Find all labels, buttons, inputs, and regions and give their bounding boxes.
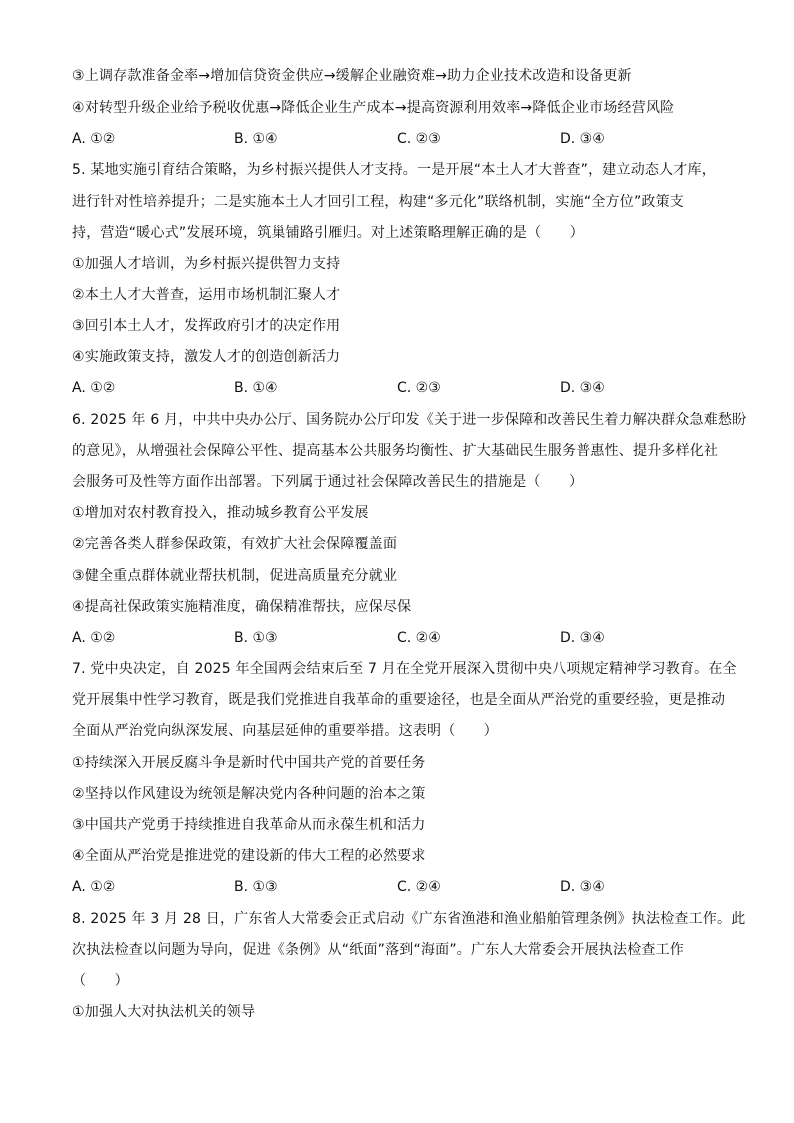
q5-stem-line-2: 进行针对性培养提升；二是实施本土人才回引工程，构建“多元化”联络机制，实施“全方位”政策支 [72, 194, 685, 210]
q4-statement-3: ③上调存款准备金率→增加信贷资金供应→缓解企业融资难→助力企业技术改造和设备更新 [72, 68, 632, 84]
q4-option-b[interactable]: B. ①④ [234, 131, 278, 147]
q5-options [72, 378, 722, 398]
q7-statement-2: ②坚持以作风建设为统领是解决党内各种问题的治本之策 [72, 786, 426, 802]
q7-option-a[interactable]: A. ①② [72, 879, 116, 895]
q4-statement-4: ④对转型升级企业给予税收优惠→降低企业生产成本→提高资源利用效率→降低企业市场经营风险 [72, 100, 675, 116]
q6-stem-line-3: 会服务可及性等方面作出部署。下列属于通过社会保障改善民生的措施是（ ） [72, 474, 584, 490]
q5-option-d[interactable]: D. ③④ [560, 380, 605, 396]
q6-statement-1: ①增加对农村教育投入，推动城乡教育公平发展 [72, 505, 369, 521]
q7-stem-line-1: 7. 党中央决定，自 2025 年全国两会结束后至 7 月在全党开展深入贯彻中央八项规定精神学习教育。在全 [72, 661, 737, 677]
q4-options [72, 129, 722, 149]
q5-stem-line-1: 5. 某地实施引育结合策略，为乡村振兴提供人才支持。一是开展“本土人才大普查”，建立动态人才库， [72, 162, 716, 178]
q6-statement-3: ③健全重点群体就业帮扶机制，促进高质量充分就业 [72, 568, 398, 584]
q7-statement-4: ④全面从严治党是推进党的建设新的伟大工程的必然要求 [72, 848, 426, 864]
q4-option-c[interactable]: C. ②③ [397, 131, 441, 147]
q5-statement-3: ③回引本土人才，发挥政府引才的决定作用 [72, 318, 341, 334]
q5-statement-2: ②本土人才大普查，运用市场机制汇聚人才 [72, 287, 341, 303]
q7-statement-1: ①持续深入开展反腐斗争是新时代中国共产党的首要任务 [72, 755, 426, 771]
q4-option-d[interactable]: D. ③④ [560, 131, 605, 147]
q8-statement-1: ①加强人大对执法机关的领导 [72, 1004, 256, 1020]
q8-stem-line-1: 8. 2025 年 3 月 28 日，广东省人大常委会正式启动《广东省渔港和渔业船舶管理条例》执法检查工作。此 [72, 911, 746, 927]
q7-option-b[interactable]: B. ①③ [234, 879, 278, 895]
q7-option-c[interactable]: C. ②④ [397, 879, 441, 895]
q5-option-b[interactable]: B. ①④ [234, 380, 278, 396]
q7-stem-line-2: 党开展集中性学习教育，既是我们党推进自我革命的重要途径，也是全面从严治党的重要经验，更是推动 [72, 692, 726, 708]
q8-stem-line-2: 次执法检查以问题为导向，促进《条例》从“纸面”落到“海面”。广东人大常委会开展执法检查工作 [72, 942, 685, 958]
q6-options [72, 628, 722, 648]
q5-statement-1: ①加强人才培训，为乡村振兴提供智力支持 [72, 256, 341, 272]
q6-stem-line-1: 6. 2025 年 6 月，中共中央办公厅、国务院办公厅印发《关于进一步保障和改善民生着力解决群众急难愁盼 [72, 412, 747, 428]
q7-option-d[interactable]: D. ③④ [560, 879, 605, 895]
q7-stem-line-3: 全面从严治党向纵深发展、向基层延伸的重要举措。这表明（ ） [72, 723, 498, 739]
q5-option-c[interactable]: C. ②③ [397, 380, 441, 396]
q6-option-c[interactable]: C. ②④ [397, 630, 441, 646]
q5-statement-4: ④实施政策支持，激发人才的创造创新活力 [72, 349, 341, 365]
q6-statement-4: ④提高社保政策实施精准度，确保精准帮扶，应保尽保 [72, 599, 412, 615]
q6-option-b[interactable]: B. ①③ [234, 630, 278, 646]
q6-stem-line-2: 的意见》，从增强社会保障公平性、提高基本公共服务均衡性、扩大基础民生服务普惠性、提升多样化社 [72, 443, 719, 459]
q6-option-a[interactable]: A. ①② [72, 630, 116, 646]
q8-stem-line-3: （ ） [72, 973, 129, 989]
q6-statement-2: ②完善各类人群参保政策，有效扩大社会保障覆盖面 [72, 536, 398, 552]
q6-option-d[interactable]: D. ③④ [560, 630, 605, 646]
q5-option-a[interactable]: A. ①② [72, 380, 116, 396]
q7-statement-3: ③中国共产党勇于持续推进自我革命从而永葆生机和活力 [72, 817, 426, 833]
q4-option-a[interactable]: A. ①② [72, 131, 116, 147]
q7-options [72, 877, 722, 897]
q5-stem-line-3: 持，营造“暖心式”发展环境，筑巢铺路引雁归。对上述策略理解正确的是（ ） [72, 225, 584, 241]
